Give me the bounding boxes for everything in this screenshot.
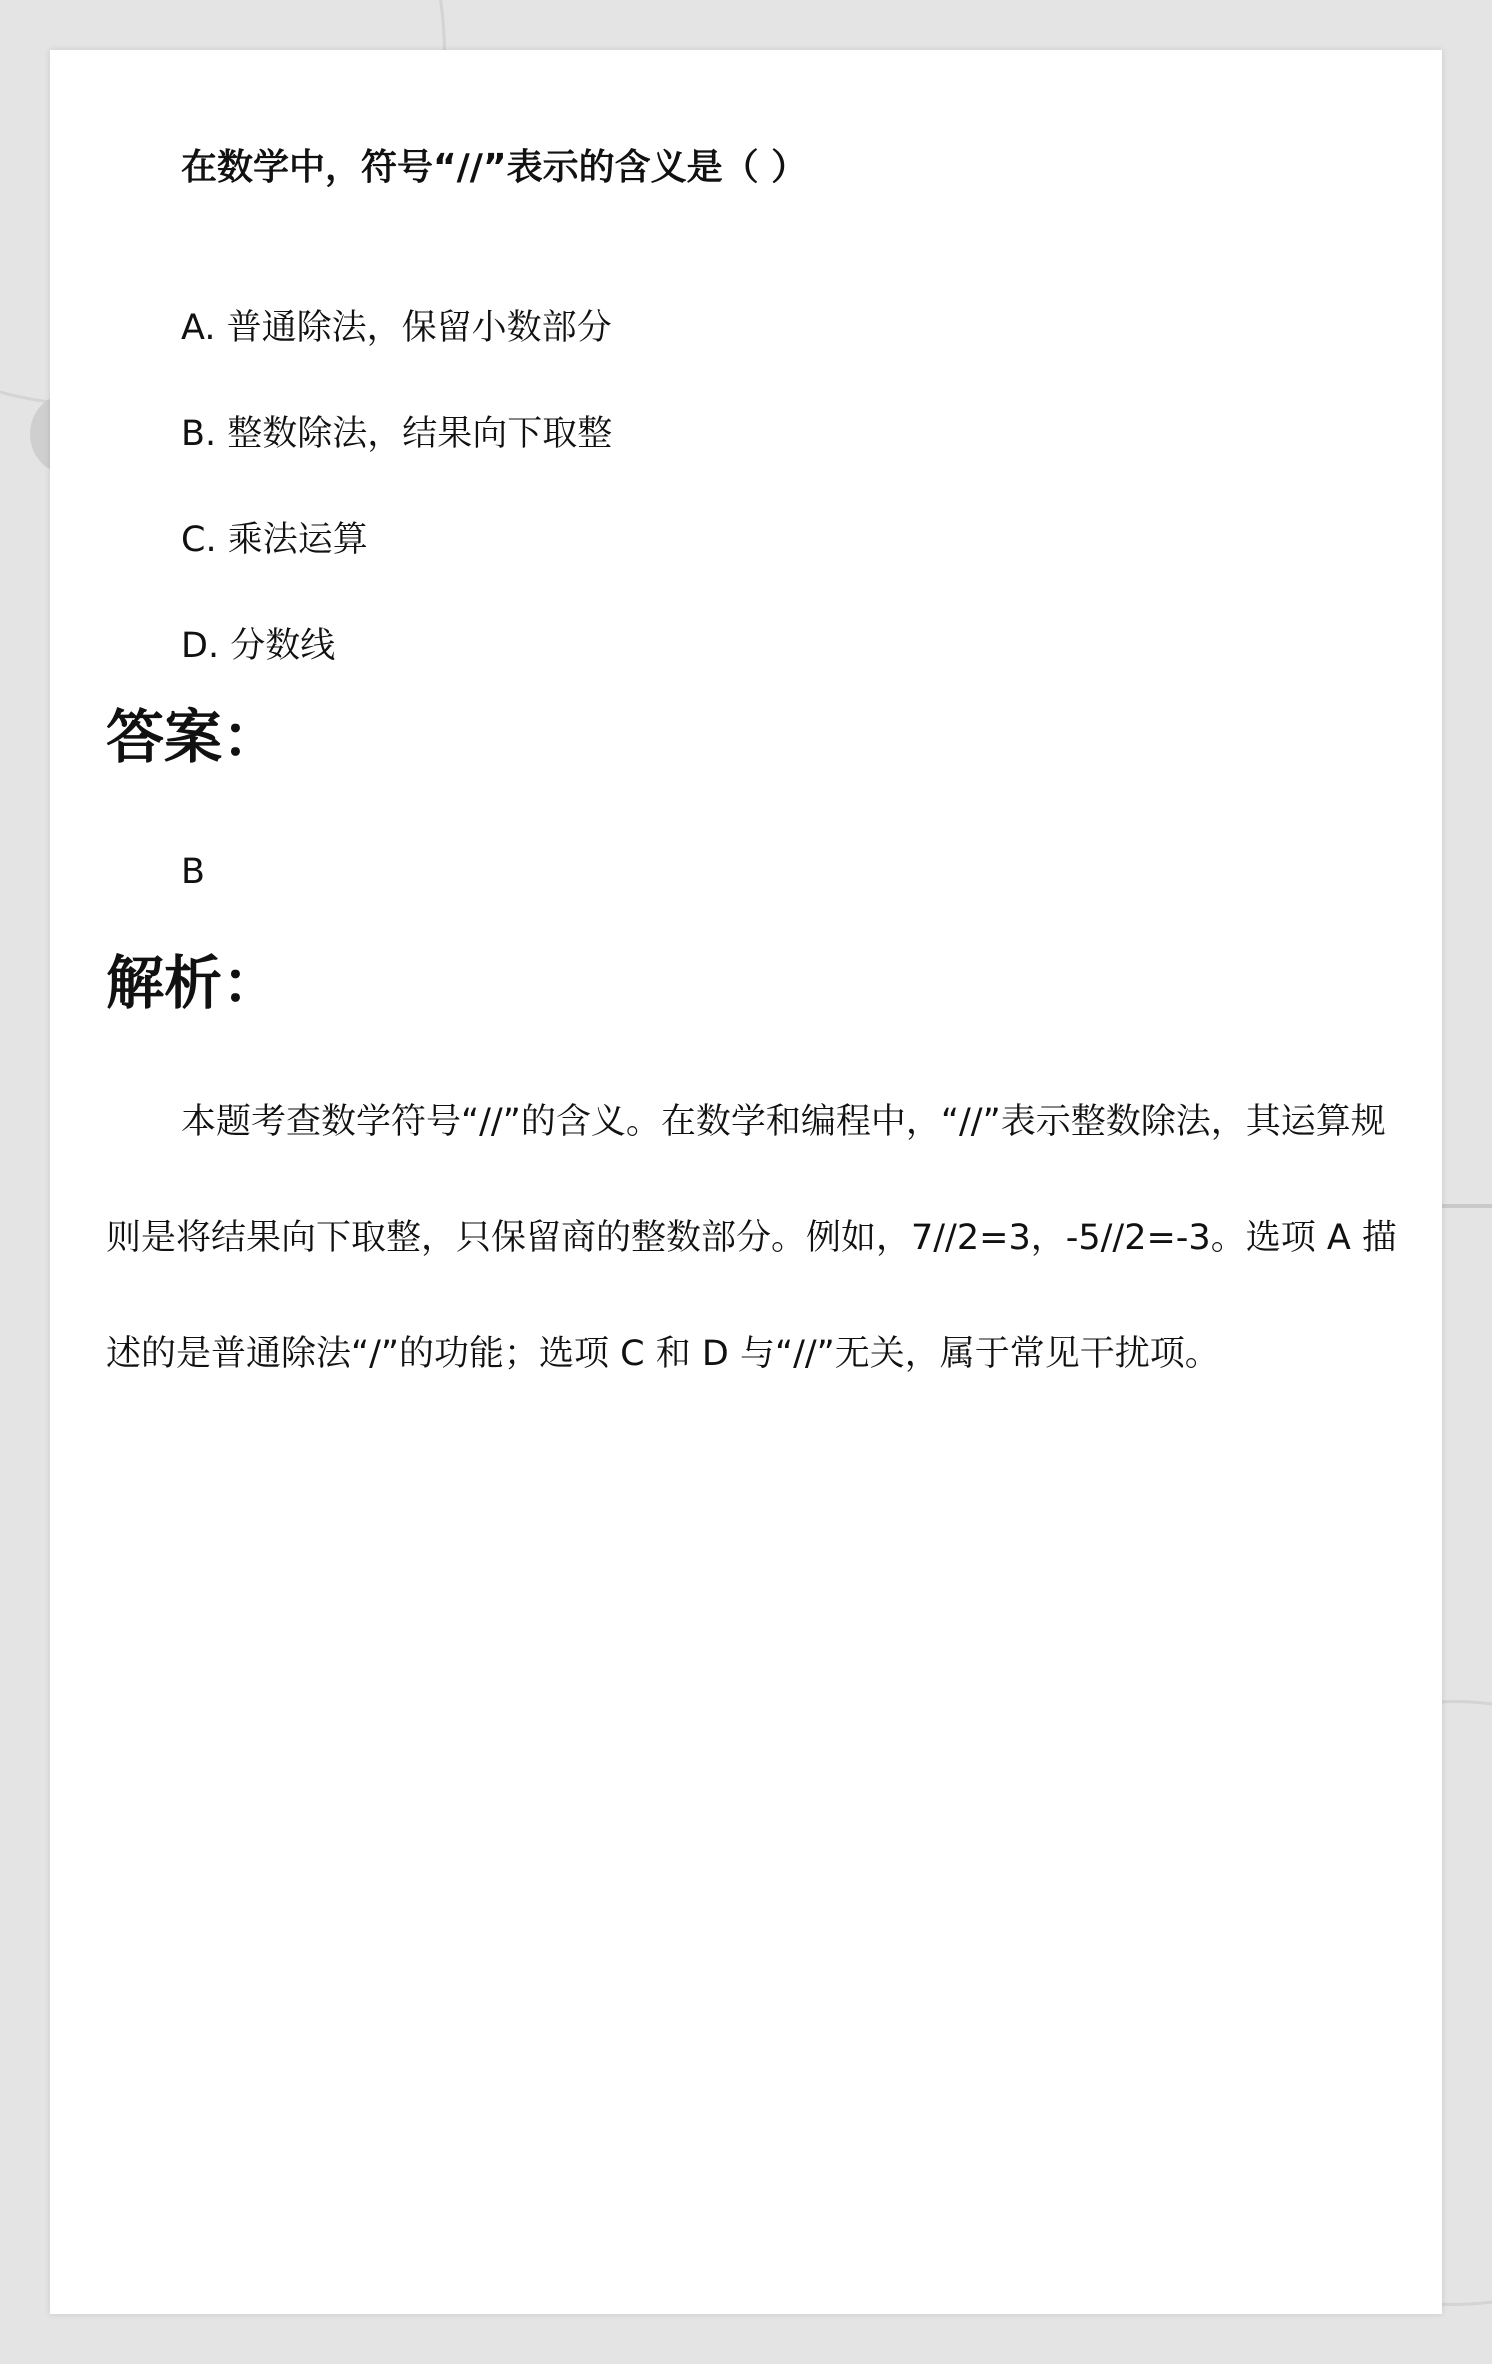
option-b: B. 整数除法，结果向下取整 (181, 414, 613, 454)
option-d: D. 分数线 (181, 626, 336, 666)
question-stem: 在数学中，符号“//”表示的含义是（ ） (181, 147, 808, 188)
answer-value: B (181, 852, 206, 892)
option-a: A. 普通除法，保留小数部分 (181, 308, 612, 348)
analysis-heading: 解析： (106, 949, 281, 1017)
answer-heading: 答案： (106, 703, 281, 771)
document-page (50, 50, 1442, 2314)
option-c: C. 乘法运算 (181, 520, 368, 560)
analysis-paragraph: 本题考查数学符号“//”的含义。在数学和编程中，“//”表示整数除法，其运算规则是将结果向下取整，只保留商的整数部分。例如，7//2=3，-5//2=-3。选项 A 描述的是普通除法“/”的功能；选项 C 和 D 与“//”无关，属于常见干扰项。 (106, 1102, 1397, 1374)
background-edge-line (1442, 1204, 1492, 1208)
